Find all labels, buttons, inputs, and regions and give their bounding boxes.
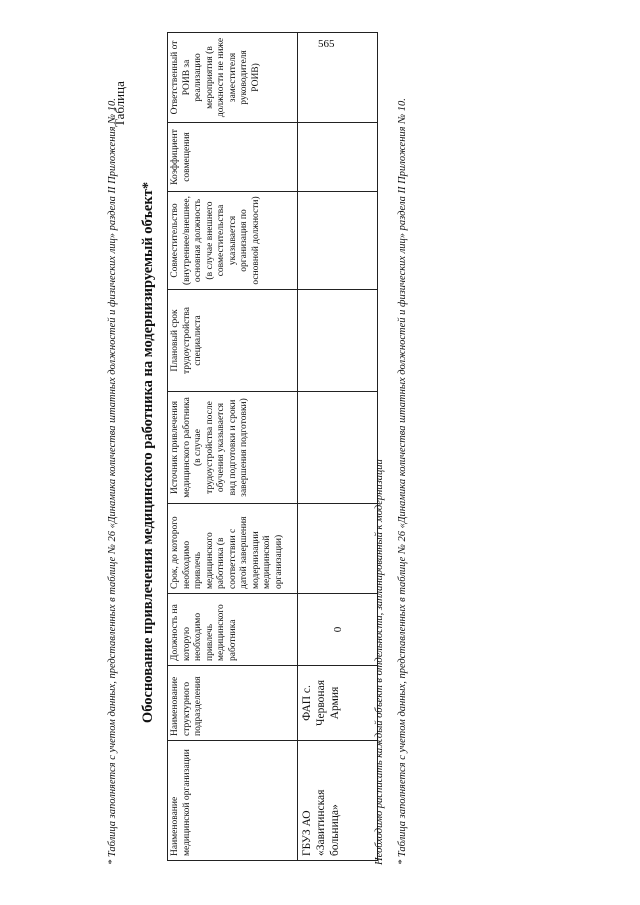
cell-organization: ГБУЗ АО «Завитинская больница» bbox=[298, 741, 378, 861]
col-organization: Наименование медицинской организации bbox=[168, 741, 298, 861]
col-responsible: Ответственный от РОИВ за реализацию мероприятия (в должности не ниже заместителя руководителя РОИВ) bbox=[168, 33, 298, 123]
col-coefficient: Коэффициент совмещения bbox=[168, 123, 298, 192]
footnote-top: * Таблица заполняется с учетом данных, представленных в таблице № 26 «Динамика количества штатных должностей и физических лиц» раздела II Приложения № 10. bbox=[107, 98, 118, 865]
col-source: Источник привлечения медицинского работника (в случае трудоустройства после обучения указывается вид подготовки и сроки завершения подготовки) bbox=[168, 392, 298, 504]
table-row bbox=[298, 33, 378, 861]
justification-table bbox=[167, 32, 378, 861]
col-deadline: Срок, до которого необходимо привлечь медицинского работника (в соответствии с датой завершения модернизации медицинской организации) bbox=[168, 504, 298, 594]
table-title: Обоснование привлечения медицинского работника на модернизируемый объект* bbox=[140, 181, 156, 724]
col-planned-date: Плановый срок трудоустройства специалиста bbox=[168, 290, 298, 392]
col-combination: Совместительство (внутреннее/внешнее, основная должность (в случае внешнего совместительства указывается организация по основной должности) bbox=[168, 192, 298, 290]
page-number: 565 bbox=[318, 38, 335, 50]
col-position: Должность на которую необходимо привлечь медицинского работника bbox=[168, 594, 298, 666]
cell-responsible bbox=[298, 33, 378, 123]
cell-combination bbox=[298, 192, 378, 290]
cell-planned-date bbox=[298, 290, 378, 392]
cell-deadline bbox=[298, 504, 378, 594]
table-label: Таблица bbox=[112, 81, 127, 127]
col-subdivision: Наименование структурного подразделения bbox=[168, 666, 298, 741]
footnote-bottom: * Таблица заполняется с учетом данных, представленных в таблице № 26 «Динамика количества штатных должностей и физических лиц» раздела II Приложения № 10. bbox=[397, 98, 408, 865]
header-row bbox=[168, 33, 298, 861]
cell-coefficient bbox=[298, 123, 378, 192]
note-each-object: Необходимо расписать каждый объект в отдельности, запланированный к модернизации bbox=[374, 459, 385, 865]
cell-subdivision: ФАП с. Червоная Армия bbox=[298, 666, 378, 741]
cell-source bbox=[298, 392, 378, 504]
cell-position: 0 bbox=[298, 594, 378, 666]
